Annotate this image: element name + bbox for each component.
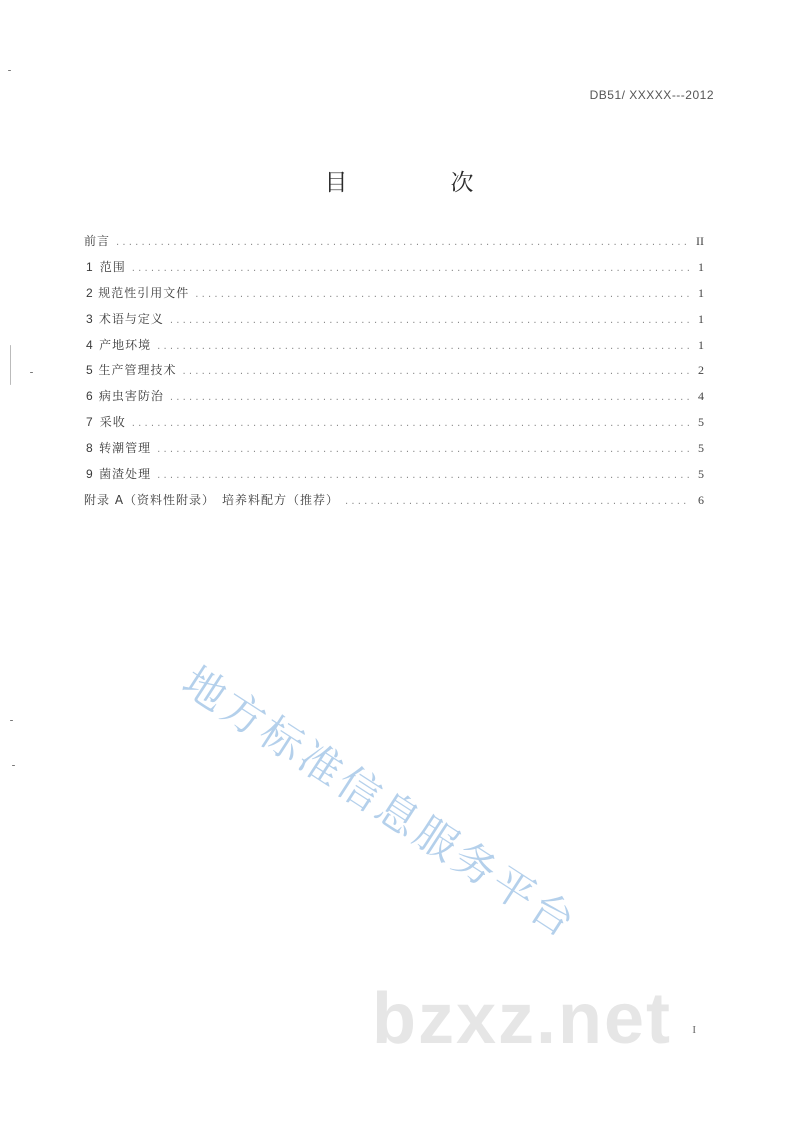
toc-entry-page: 1 — [698, 311, 704, 326]
toc-leader-dots — [157, 341, 690, 352]
scan-speck — [10, 720, 13, 721]
toc-leader-dots — [132, 263, 690, 274]
toc-entry-appendix-a[interactable] — [84, 491, 704, 517]
toc-entry-page: 1 — [698, 337, 704, 352]
toc-entry-label: 生产管理技术 — [98, 363, 177, 378]
toc-entry-number: 2 — [86, 285, 93, 300]
toc-leader-dots — [132, 418, 690, 429]
toc-leader-dots — [170, 315, 690, 326]
toc-entry-number: 4 — [86, 337, 93, 352]
toc-entry-label: 范围 — [99, 259, 126, 274]
toc-entry-9[interactable] — [84, 465, 704, 491]
toc-entry-page: II — [696, 234, 704, 248]
watermark-text-cn: 地方标准信息服务平台 — [173, 656, 587, 949]
toc-entry-3[interactable] — [84, 310, 704, 336]
toc-entry-page: 5 — [698, 467, 704, 482]
table-of-contents — [84, 232, 704, 517]
toc-entry-label: 产地环境 — [99, 337, 152, 352]
toc-entry-number: 5 — [86, 363, 93, 378]
toc-entry-page: 1 — [698, 285, 704, 300]
toc-leader-dots — [195, 289, 690, 300]
toc-entry-number: 3 — [86, 311, 93, 326]
toc-entry-label: 前言 — [84, 234, 111, 248]
toc-leader-dots — [345, 496, 690, 507]
toc-leader-dots — [116, 237, 690, 248]
toc-entry-7[interactable] — [84, 413, 704, 439]
toc-entry-label: 病虫害防治 — [98, 389, 164, 404]
toc-leader-dots — [157, 470, 690, 481]
toc-leader-dots — [183, 366, 690, 377]
toc-entry-8[interactable] — [84, 439, 704, 465]
watermark-text-en: bzxz.net — [372, 979, 673, 1059]
page-number: I — [692, 1024, 696, 1036]
toc-entry-page: 4 — [698, 389, 704, 404]
toc-entry-number: 1 — [86, 259, 93, 274]
toc-entry-number: 6 — [86, 389, 93, 404]
toc-entry-label: 术语与定义 — [98, 311, 164, 326]
toc-entry-number: 7 — [86, 415, 93, 430]
document-code: DB51/ XXXXX---2012 — [589, 88, 714, 102]
toc-entry-label: 采收 — [99, 415, 126, 430]
toc-leader-dots — [170, 392, 690, 403]
toc-leader-dots — [157, 444, 690, 455]
toc-entry-5[interactable] — [84, 361, 704, 387]
toc-entry-page: 5 — [698, 415, 704, 430]
toc-entry-page: 6 — [698, 492, 704, 507]
scan-speck — [12, 765, 15, 766]
toc-entry-number: 8 — [86, 441, 93, 456]
toc-entry-label: 附录 A（资料性附录） 培养料配方（推荐） — [84, 492, 340, 507]
toc-entry-page: 5 — [698, 441, 704, 456]
scan-speck — [30, 372, 33, 373]
scan-speck — [10, 345, 11, 385]
toc-entry-page: 1 — [698, 259, 704, 274]
toc-entry-4[interactable] — [84, 336, 704, 362]
toc-title: 目 次 — [324, 170, 514, 196]
toc-entry-label: 规范性引用文件 — [98, 285, 190, 300]
toc-entry-1[interactable] — [84, 258, 704, 284]
toc-entry-label: 转潮管理 — [99, 441, 152, 456]
toc-entry-2[interactable] — [84, 284, 704, 310]
toc-entry-number: 9 — [86, 467, 93, 482]
toc-entry-label: 菌渣处理 — [99, 467, 152, 482]
toc-entry-6[interactable] — [84, 387, 704, 413]
scan-speck — [8, 70, 11, 71]
toc-entry-foreword[interactable] — [84, 232, 704, 258]
toc-entry-page: 2 — [698, 363, 704, 378]
